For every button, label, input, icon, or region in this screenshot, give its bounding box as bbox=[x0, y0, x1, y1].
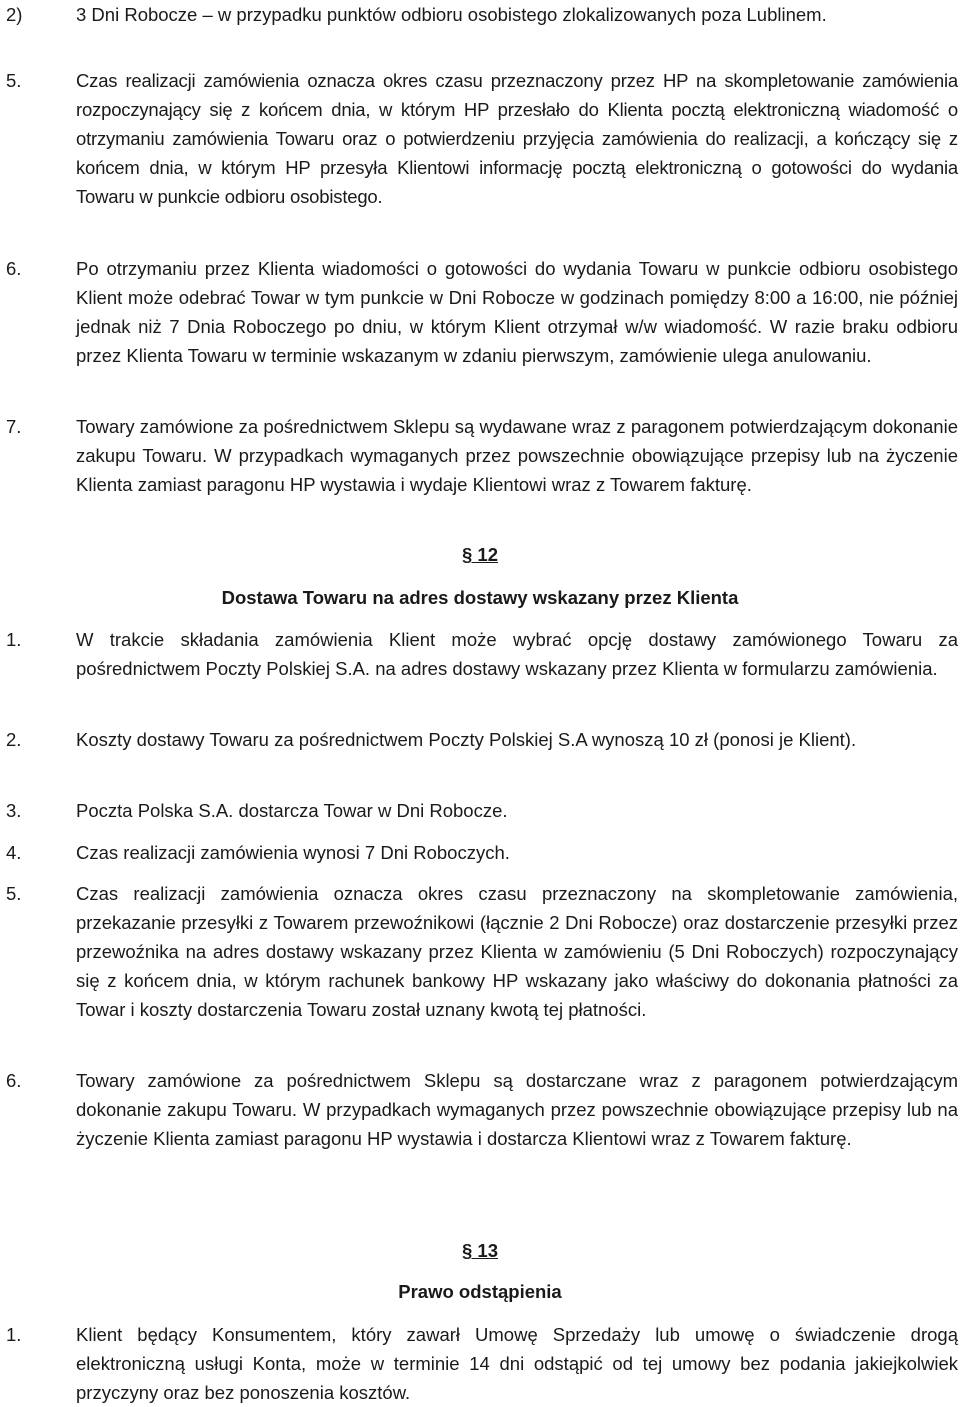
list-item-text: Poczta Polska S.A. dostarcza Towar w Dni Robocze. bbox=[76, 800, 508, 821]
list-item bbox=[6, 725, 958, 754]
list-item-number: 6. bbox=[6, 1070, 22, 1091]
list-item-number: 5. bbox=[6, 70, 22, 91]
list-item-number: 1. bbox=[6, 1324, 22, 1345]
list-item-text: Koszty dostawy Towaru za pośrednictwem Poczty Polskiej S.A wynoszą 10 zł (ponosi je Klient). bbox=[76, 729, 857, 750]
list-item bbox=[6, 796, 958, 825]
list-item-number: 5. bbox=[6, 883, 22, 904]
list-item-text: Towary zamówione za pośrednictwem Sklepu są dostarczane wraz z paragonem potwierdzającym dokonanie zakupu Towaru. W przypadkach wymaganych przez powszechnie obowiązujące przepisy lub na życzenie Klienta zamiast paragonu HP wystawia i dostarcza Klientowi wraz z Towarem fakturę. bbox=[76, 1070, 958, 1149]
list-item bbox=[6, 1066, 958, 1153]
list-item bbox=[6, 412, 958, 499]
list-item bbox=[6, 625, 958, 683]
list-item-number: 2) bbox=[6, 4, 23, 25]
list-item bbox=[6, 879, 958, 1024]
list-item bbox=[6, 1320, 958, 1407]
list-item-number: 6. bbox=[6, 258, 22, 279]
list-item bbox=[6, 254, 958, 370]
list-item-number: 7. bbox=[6, 416, 22, 437]
section-12-number bbox=[0, 541, 960, 569]
section-12-mark: § 12 bbox=[461, 544, 498, 565]
list-item bbox=[6, 838, 958, 867]
list-item-text: Czas realizacji zamówienia wynosi 7 Dni Roboczych. bbox=[76, 842, 510, 863]
list-item-text: Towary zamówione za pośrednictwem Sklepu są wydawane wraz z paragonem potwierdzającym dokonanie zakupu Towaru. W przypadkach wymaganych przez powszechnie obowiązujące przepisy lub na życzenie Klienta zamiast paragonu HP wystawia i wydaje Klientowi wraz z Towarem fakturę. bbox=[76, 416, 958, 495]
section-12-title: Dostawa Towaru na adres dostawy wskazany przez Klienta bbox=[221, 587, 739, 608]
section-13-number bbox=[0, 1237, 960, 1265]
section-13-title: Prawo odstąpienia bbox=[398, 1281, 562, 1302]
list-item-text: Czas realizacji zamówienia oznacza okres czasu przeznaczony na skompletowanie zamówienia, przekazanie przesyłki z Towarem przewoźnikowi (łącznie 2 Dni Robocze) oraz dostarczenie przesyłki przez przewoźnika na adres dostawy wskazany przez Klienta w zamówieniu (5 Dni Roboczych) rozpoczynający się z końcem dnia, w którym rachunek bankowy HP wskazany jako właściwy do dokonania płatności za Towar i koszty dostarczenia Towaru został uznany kwotą tej płatności. bbox=[76, 883, 958, 1020]
list-item-text: Czas realizacji zamówienia oznacza okres czasu przeznaczony przez HP na skompletowanie zamówienia rozpoczynający się z końcem dnia, w którym HP przesłało do Klienta pocztą elektroniczną wiadomość o otrzymaniu zamówienia Towaru oraz o potwierdzeniu przyjęcia zamówienia do realizacji, a kończący się z końcem dnia, w którym HP przesyła Klientowi informację pocztą elektroniczną o gotowości do wydania Towaru w punkcie odbioru osobistego. bbox=[76, 70, 958, 207]
list-item bbox=[6, 0, 958, 29]
list-item-number: 3. bbox=[6, 800, 22, 821]
list-item-number: 1. bbox=[6, 629, 22, 650]
list-item bbox=[6, 66, 958, 211]
section-13-mark: § 13 bbox=[461, 1240, 498, 1261]
list-item-text: Klient będący Konsumentem, który zawarł Umowę Sprzedaży lub umowę o świadczenie drogą elektroniczną usługi Konta, może w terminie 14 dni odstąpić od tej umowy bez podania jakiejkolwiek przyczyny oraz bez ponoszenia kosztów. bbox=[76, 1324, 958, 1403]
list-item-text: Po otrzymaniu przez Klienta wiadomości o gotowości do wydania Towaru w punkcie odbioru osobistego Klient może odebrać Towar w tym punkcie w Dni Robocze w godzinach pomiędzy 8:00 a 16:00, nie później jednak niż 7 Dnia Roboczego po dniu, w którym Klient otrzymał w/w wiadomość. W razie braku odbioru przez Klienta Towaru w terminie wskazanym w zdaniu pierwszym, zamówienie ulega anulowaniu. bbox=[76, 258, 958, 366]
list-item-number: 4. bbox=[6, 842, 22, 863]
list-item-number: 2. bbox=[6, 729, 22, 750]
list-item-text: W trakcie składania zamówienia Klient może wybrać opcję dostawy zamówionego Towaru za pośrednictwem Poczty Polskiej S.A. na adres dostawy wskazany przez Klienta w formularzu zamówienia. bbox=[76, 629, 958, 679]
list-item-text: 3 Dni Robocze – w przypadku punktów odbioru osobistego zlokalizowanych poza Lublinem. bbox=[76, 4, 827, 25]
